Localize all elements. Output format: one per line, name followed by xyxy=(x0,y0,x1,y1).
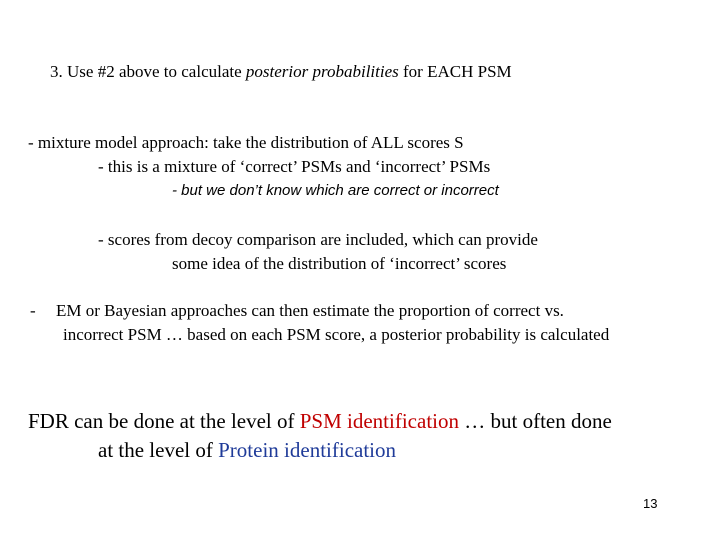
mixture-line-1: - mixture model approach: take the distribution of ALL scores S xyxy=(28,133,464,152)
page-number: 13 xyxy=(643,496,658,511)
decoy-line-2: some idea of the distribution of ‘incorrect’ scores xyxy=(172,254,507,273)
fdr-line-2 xyxy=(98,437,396,463)
protein-identification-highlight: Protein identification xyxy=(218,438,396,462)
em-dash-bullet: - xyxy=(30,301,36,320)
mixture-line-2: - this is a mixture of ‘correct’ PSMs and ‘incorrect’ PSMs xyxy=(98,157,491,176)
decoy-line-1: - scores from decoy comparison are included, which can provide xyxy=(98,230,538,249)
mixture-line-3: - but we don’t know which are correct or incorrect xyxy=(172,182,499,199)
em-line-2: incorrect PSM … based on each PSM score, a posterior probability is calculated xyxy=(63,325,610,344)
psm-identification-highlight: PSM identification xyxy=(299,409,459,433)
em-line-1: EM or Bayesian approaches can then estimate the proportion of correct vs. xyxy=(56,301,564,320)
fdr-line-1 xyxy=(28,408,612,434)
fdr-text-3: at the level of xyxy=(98,438,219,462)
fdr-text-2: … but often done xyxy=(459,409,612,433)
step-heading-emphasis: posterior probabilities xyxy=(245,62,399,81)
step-heading xyxy=(50,62,512,82)
step-heading-prefix: 3. Use #2 above to calculate xyxy=(50,62,246,81)
fdr-text-1: FDR can be done at the level of xyxy=(28,409,300,433)
step-heading-suffix: for EACH PSM xyxy=(398,62,512,81)
